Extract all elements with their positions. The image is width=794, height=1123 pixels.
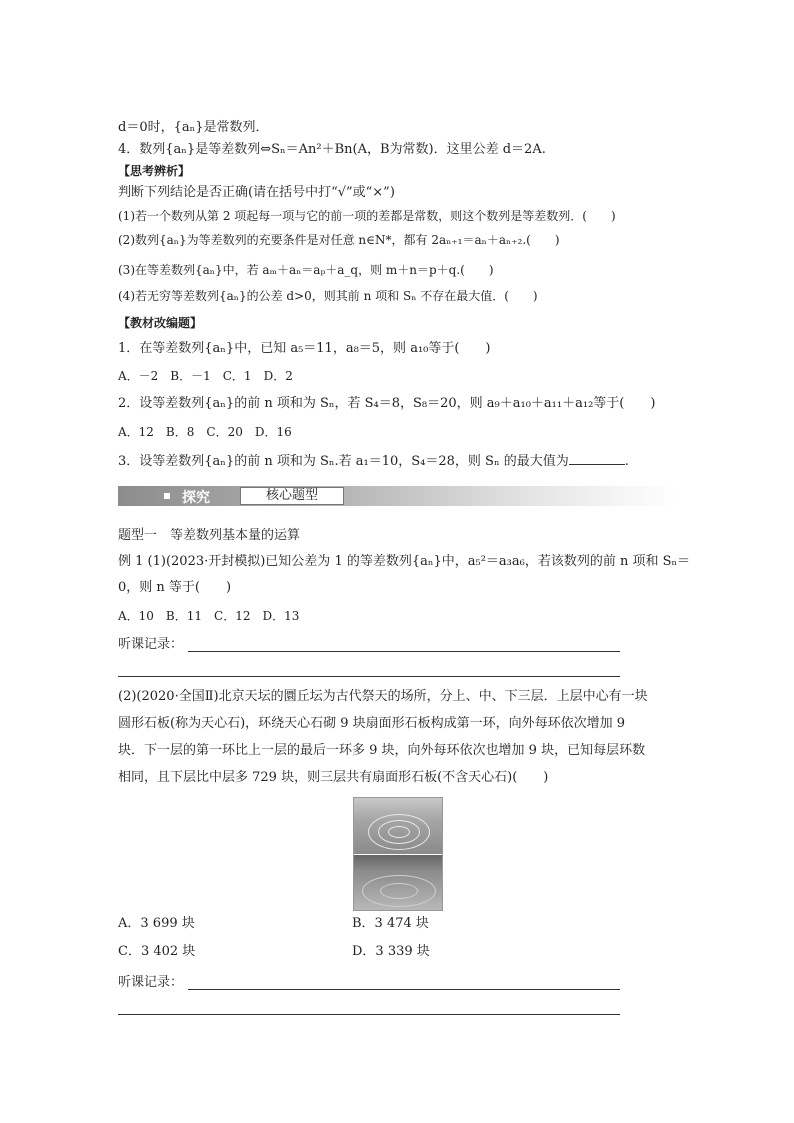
example-1-line-a: 例 1 (1)(2023·开封模拟)已知公差为 1 的等差数列{aₙ}中，a₅²＝a₃a₆，若该数列的前 n 项和 Sₙ＝ bbox=[118, 554, 691, 569]
banner-square-icon bbox=[164, 493, 170, 499]
example-2-line-c: 块．下一层的第一环比上一层的最后一环多 9 块，向外每环依次也增加 9 块，已知每层环数 bbox=[118, 743, 646, 758]
question-2: (2)数列{aₙ}为等差数列的充要条件是对任意 n∈N*，都有 2aₙ₊₁＝aₙ＋aₙ₊₂.( ) bbox=[118, 233, 560, 247]
note-label-2: 听课记录： bbox=[118, 975, 184, 990]
answer-blank[interactable] bbox=[569, 450, 625, 465]
section-banner bbox=[118, 486, 678, 506]
textbook-q3 bbox=[118, 450, 629, 472]
question-4: (4)若无穷等差数列{aₙ}的公差 d>0，则其前 n 项和 Sₙ 不存在最大值．( ) bbox=[118, 289, 538, 303]
banner-label-core: 核心题型 bbox=[240, 487, 344, 505]
photo-aerial-view bbox=[354, 798, 442, 854]
think-intro: 判断下列结论是否正确(请在括号中打“√”或“×”) bbox=[118, 185, 395, 200]
text-line-property-4: 4．数列{aₙ}是等差数列⇔Sₙ＝An²＋Bn(A，B为常数)．这里公差 d＝2A. bbox=[118, 142, 546, 157]
textbook-q2: 2．设等差数列{aₙ}的前 n 项和为 Sₙ，若 S₄＝8，S₈＝20，则 a₉＋a₁₀＋a₁₁＋a₁₂等于( ) bbox=[118, 396, 656, 411]
question-3: (3)在等差数列{aₙ}中，若 aₘ＋aₙ＝aₚ＋a_q，则 m＋n＝p＋q.( ) bbox=[118, 263, 494, 277]
temple-photo bbox=[353, 797, 443, 911]
example-2-line-b: 圆形石板(称为天心石)，环绕天心石砌 9 块扇面形石板构成第一环，向外每环依次增加 9 bbox=[118, 716, 626, 731]
section-title-textbook: 【教材改编题】 bbox=[118, 316, 203, 330]
photo-ground-view bbox=[354, 855, 442, 910]
example-2-line-d: 相同，且下层比中层多 729 块，则三层共有扇面形石板(不含天心石)( ) bbox=[118, 770, 549, 785]
banner-label-explore: 探究 bbox=[182, 490, 210, 506]
textbook-q3-end: . bbox=[624, 454, 629, 469]
example-1-line-b: 0，则 n 等于( ) bbox=[118, 580, 232, 595]
option-d: D．3 339 块 bbox=[352, 944, 430, 959]
text-line-d-zero: d＝0时，{aₙ}是常数列． bbox=[118, 120, 269, 135]
note-line-1a[interactable] bbox=[188, 651, 620, 652]
note-line-2a[interactable] bbox=[188, 989, 620, 990]
option-b: B．3 474 块 bbox=[352, 916, 429, 931]
option-c: C．3 402 块 bbox=[118, 944, 196, 959]
note-line-2b[interactable] bbox=[118, 1014, 620, 1015]
example-2-line-a: (2)(2020·全国Ⅱ)北京天坛的圜丘坛为古代祭天的场所，分上、中、下三层．上层中心有一块 bbox=[118, 689, 648, 704]
section-title-think: 【思考辨析】 bbox=[118, 164, 191, 178]
textbook-q1: 1．在等差数列{aₙ}中，已知 a₅＝11，a₈＝5，则 a₁₀等于( ) bbox=[118, 341, 491, 356]
option-a: A．3 699 块 bbox=[118, 916, 195, 931]
question-1: (1)若一个数列从第 2 项起每一项与它的前一项的差都是常数，则这个数列是等差数列．( ) bbox=[118, 209, 616, 223]
textbook-q2-options: A．12 B．8 C．20 D．16 bbox=[118, 425, 292, 439]
note-line-1b[interactable] bbox=[118, 676, 620, 677]
type-title: 题型一 等差数列基本量的运算 bbox=[118, 528, 301, 543]
textbook-q3-text: 3．设等差数列{aₙ}的前 n 项和为 Sₙ.若 a₁＝10，S₄＝28，则 Sₙ 的最大值为 bbox=[118, 454, 569, 469]
note-label-1: 听课记录： bbox=[118, 637, 184, 652]
textbook-q1-options: A．－2 B．－1 C．1 D．2 bbox=[118, 369, 293, 383]
example-1-options: A．10 B．11 C．12 D．13 bbox=[118, 609, 300, 623]
